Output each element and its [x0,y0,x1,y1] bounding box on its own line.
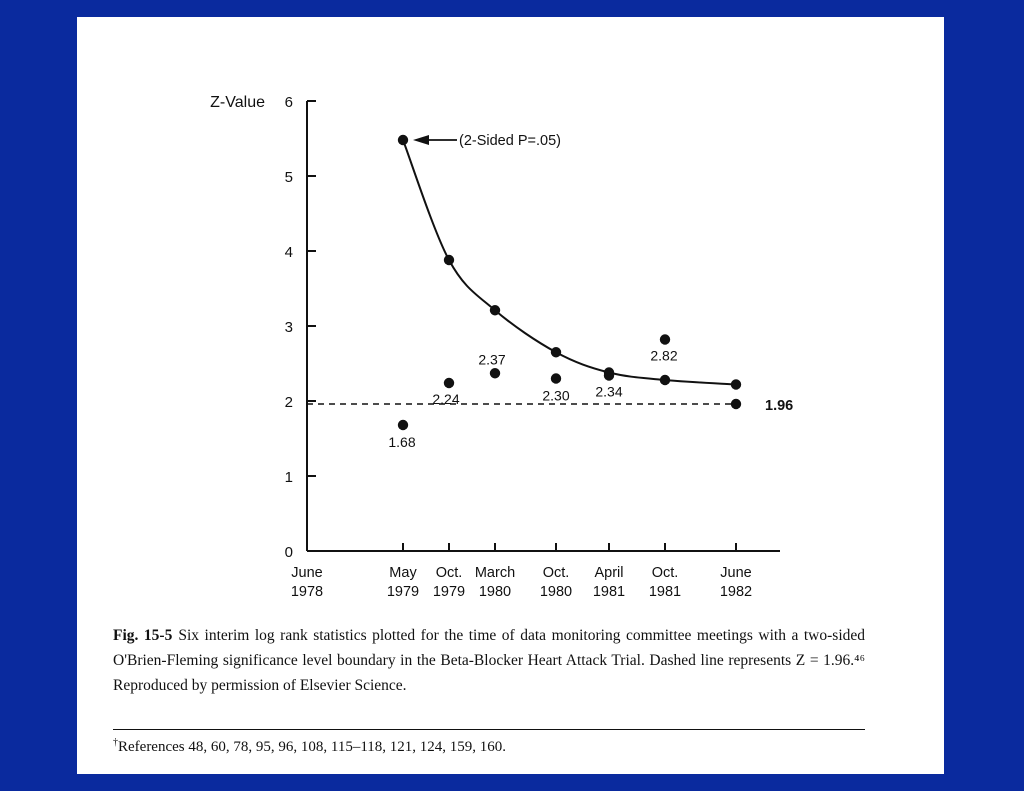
y-tick-label: 3 [284,319,293,336]
data-label: 1.68 [388,434,416,450]
observed-point [660,334,670,344]
x-tick-month: June [720,565,752,581]
x-tick-year: 1979 [386,584,420,600]
x-tick-year: 1982 [719,584,753,600]
annotation-text: (2-Sided P=.05) [459,133,561,149]
z-value-chart [77,17,944,617]
data-label: 2.30 [542,387,570,404]
x-tick-month: Oct. [542,565,570,581]
figure-caption [113,623,865,698]
y-tick-label: 6 [284,94,293,111]
observed-point [398,420,408,430]
boundary-point [660,375,670,385]
footnote-text: References 48, 60, 78, 95, 96, 108, 115–118, 121, 124, 159, 160. [118,739,507,755]
boundary-point [398,135,408,145]
x-tick-month: March [474,565,516,581]
y-tick-label: 4 [284,244,293,261]
boundary-point [444,255,454,265]
caption-label: Fig. 15-5 [113,627,173,644]
data-label: 2.82 [650,347,678,364]
figure-page [77,17,944,774]
y-axis-title: Z-Value [210,94,265,111]
x-tick-year: 1980 [539,584,573,600]
footnote [113,737,865,756]
x-tick-month: Oct. [435,565,463,581]
data-label: 2.34 [595,383,623,400]
data-label: 2.37 [478,351,506,368]
boundary-point [551,347,561,357]
y-tick-label: 0 [284,544,293,561]
y-tick-label: 5 [284,169,293,186]
x-tick-year: 1978 [290,584,324,600]
x-tick-year: 1980 [478,584,512,600]
footnote-marker: † [113,737,118,748]
x-tick-year: 1979 [432,584,466,600]
annotation-arrowhead [413,135,429,145]
observed-point [551,373,561,383]
observed-point [604,370,614,380]
x-tick-year: 1981 [648,584,682,600]
x-tick-month: Oct. [651,565,679,581]
y-tick-label: 1 [284,469,293,486]
observed-point [444,378,454,388]
observed-point [490,368,500,378]
footnote-divider [113,729,865,730]
y-tick-label: 2 [284,394,293,411]
boundary-point [731,379,741,389]
x-tick-month: June [291,565,323,581]
reference-line-label: 1.96 [765,398,794,414]
x-tick-month: April [594,565,624,581]
caption-text: Six interim log rank statistics plotted for the time of data monitoring committee meetings with a two-sided O'Brien-Fleming significance level boundary in the Beta-Blocker Heart Attack Trial. Dashed line represents Z = 1.96.⁴⁶ Reproduced by permission of Elsevier Science. [113,627,865,694]
boundary-point [490,305,500,315]
data-label: 2.24 [432,391,460,407]
reference-point [731,399,741,409]
x-tick-year: 1981 [592,584,626,600]
x-tick-month: May [389,565,417,581]
